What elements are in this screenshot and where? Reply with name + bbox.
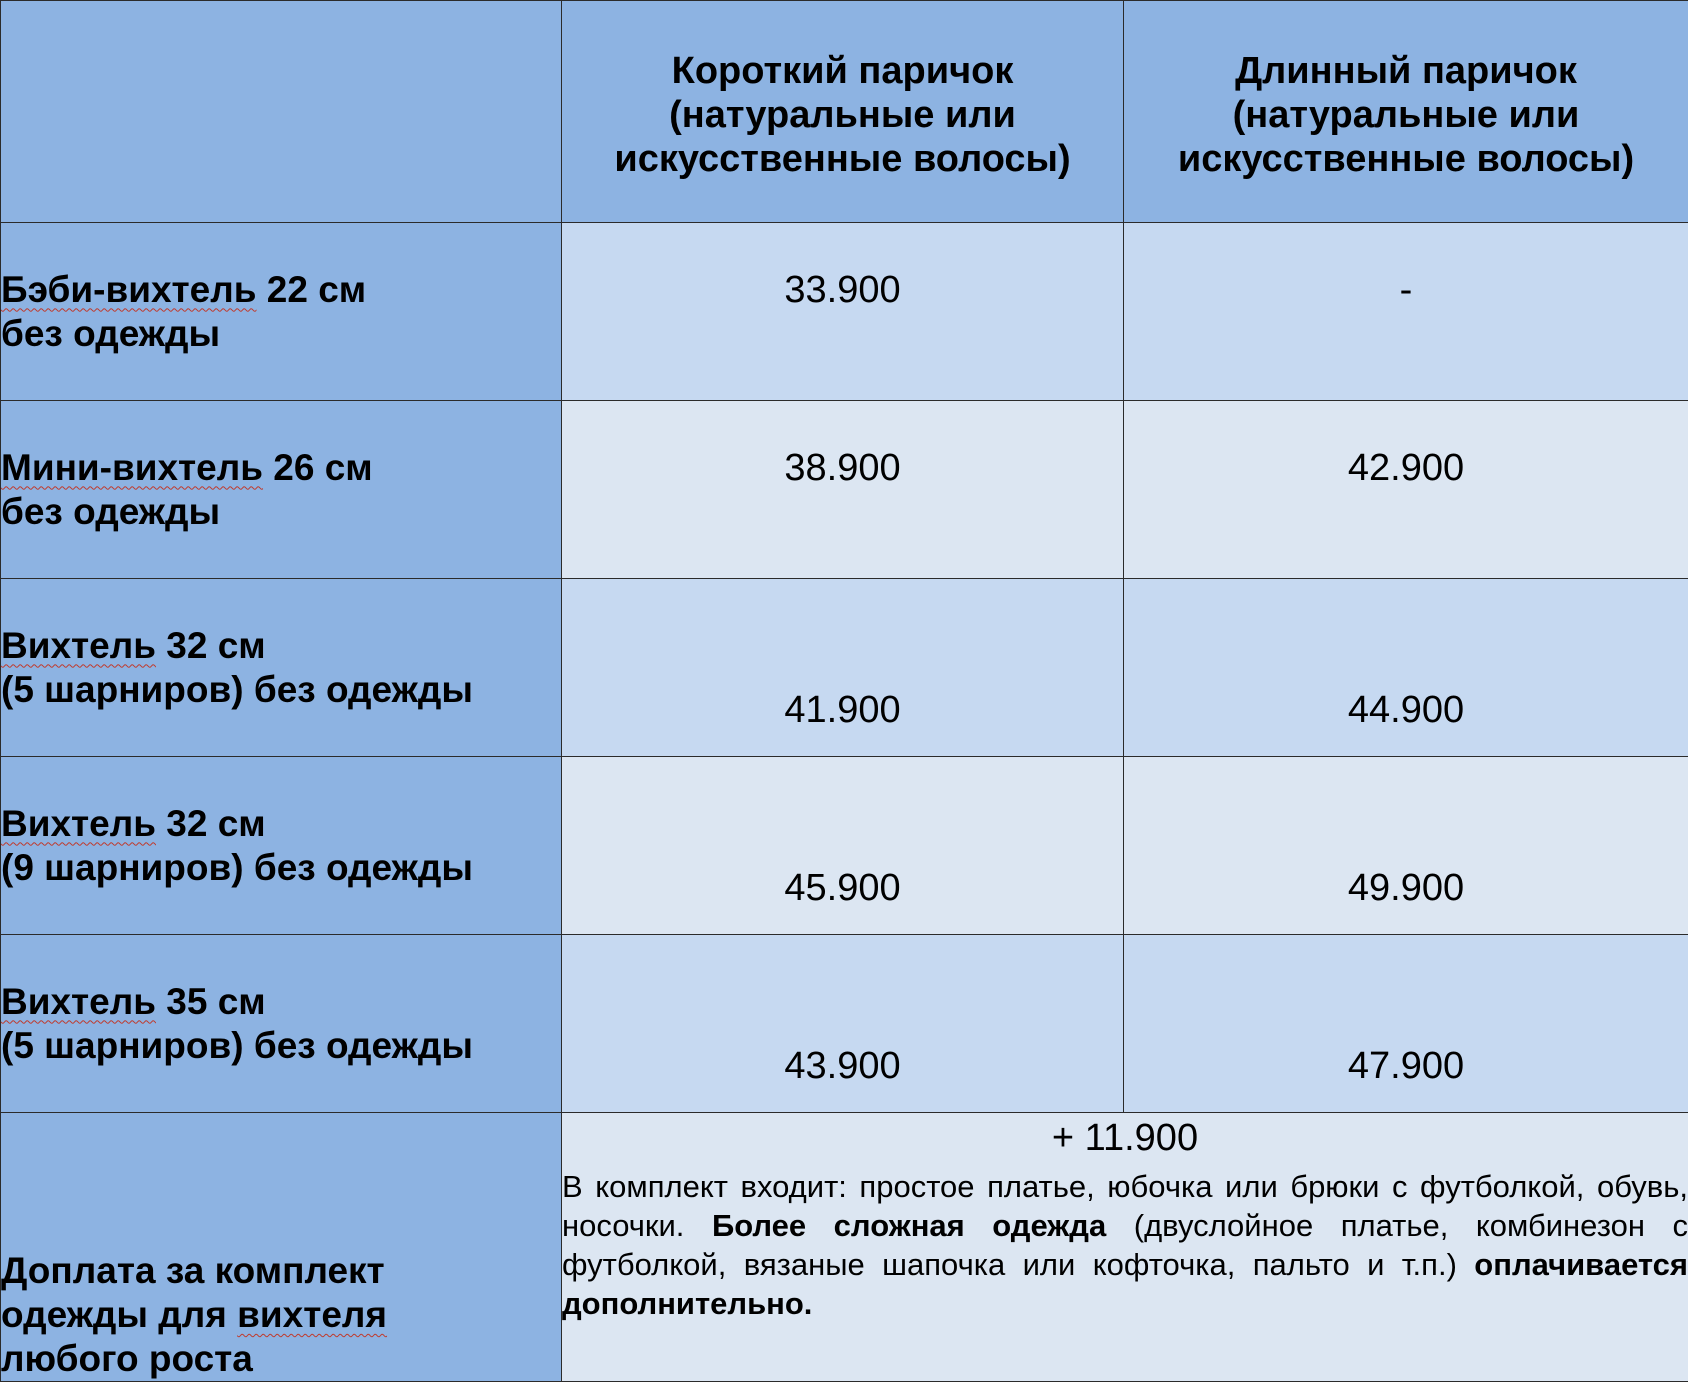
row-label-line2: (5 шарниров) без одежды <box>1 668 561 712</box>
row-label-line2: (9 шарниров) без одежды <box>1 846 561 890</box>
row-label-size: 26 см <box>263 447 373 488</box>
surcharge-label-line1: Доплата за комплект <box>1 1249 561 1293</box>
row-label-size: 22 см <box>256 269 366 310</box>
surcharge-details <box>562 1113 1688 1382</box>
row-label <box>1 579 562 757</box>
row-label-size: 35 см <box>156 981 266 1022</box>
row-label-word: Вихтель <box>1 981 156 1022</box>
note-bold-1: Более сложная одежда <box>712 1208 1106 1243</box>
surcharge-label <box>1 1113 562 1382</box>
header-long-line-3: искусственные волосы) <box>1178 138 1634 180</box>
price-short: 43.900 <box>562 935 1124 1113</box>
row-label <box>1 935 562 1113</box>
header-short-line-1: Короткий паричок <box>672 50 1014 92</box>
table-row <box>1 935 1688 1113</box>
price-long: 44.900 <box>1124 579 1688 757</box>
header-corner-cell <box>1 1 562 223</box>
row-label-word: Вихтель <box>1 803 156 844</box>
row-label-word: Бэби-вихтель <box>1 269 256 310</box>
header-long-line-1: Длинный паричок <box>1235 50 1577 92</box>
header-short-wig <box>562 1 1124 223</box>
row-label-line2: (5 шарниров) без одежды <box>1 1024 561 1068</box>
surcharge-label-line2: одежды для <box>1 1294 237 1335</box>
price-short: 41.900 <box>562 579 1124 757</box>
table-row <box>1 579 1688 757</box>
header-short-line-2: (натуральные или <box>669 94 1016 136</box>
price-short: 45.900 <box>562 757 1124 935</box>
row-label <box>1 757 562 935</box>
note-text-2: (двуслойное платье, комбинезон с футболкой, вязаные шапочка или кофточка, пальто и т.п.) <box>562 1208 1688 1282</box>
surcharge-label-word: вихтеля <box>237 1294 387 1335</box>
header-row <box>1 1 1688 223</box>
surcharge-price: + 11.900 <box>562 1113 1688 1163</box>
price-long: 47.900 <box>1124 935 1688 1113</box>
note-text-1: В комплект входит: простое платье, юбочка или брюки с футболкой, обувь, носочки. <box>562 1169 1688 1243</box>
row-label <box>1 401 562 579</box>
row-label-line2: без одежды <box>1 490 561 534</box>
header-long-wig <box>1124 1 1688 223</box>
note-bold-2: оплачивается дополнительно. <box>562 1247 1688 1321</box>
price-short: 38.900 <box>562 401 1124 579</box>
row-label-line2: без одежды <box>1 312 561 356</box>
table-row <box>1 401 1688 579</box>
price-long: 42.900 <box>1124 401 1688 579</box>
surcharge-note <box>562 1167 1688 1323</box>
price-long: 49.900 <box>1124 757 1688 935</box>
table-row <box>1 223 1688 401</box>
table-row <box>1 757 1688 935</box>
row-label-size: 32 см <box>156 803 266 844</box>
header-short-line-3: искусственные волосы) <box>614 138 1070 180</box>
clothing-surcharge-row <box>1 1113 1688 1382</box>
row-label-size: 32 см <box>156 625 266 666</box>
header-long-line-2: (натуральные или <box>1233 94 1580 136</box>
row-label-word: Вихтель <box>1 625 156 666</box>
price-long: - <box>1124 223 1688 401</box>
row-label <box>1 223 562 401</box>
row-label-word: Мини-вихтель <box>1 447 263 488</box>
price-short: 33.900 <box>562 223 1124 401</box>
surcharge-label-line3: любого роста <box>1 1337 561 1381</box>
